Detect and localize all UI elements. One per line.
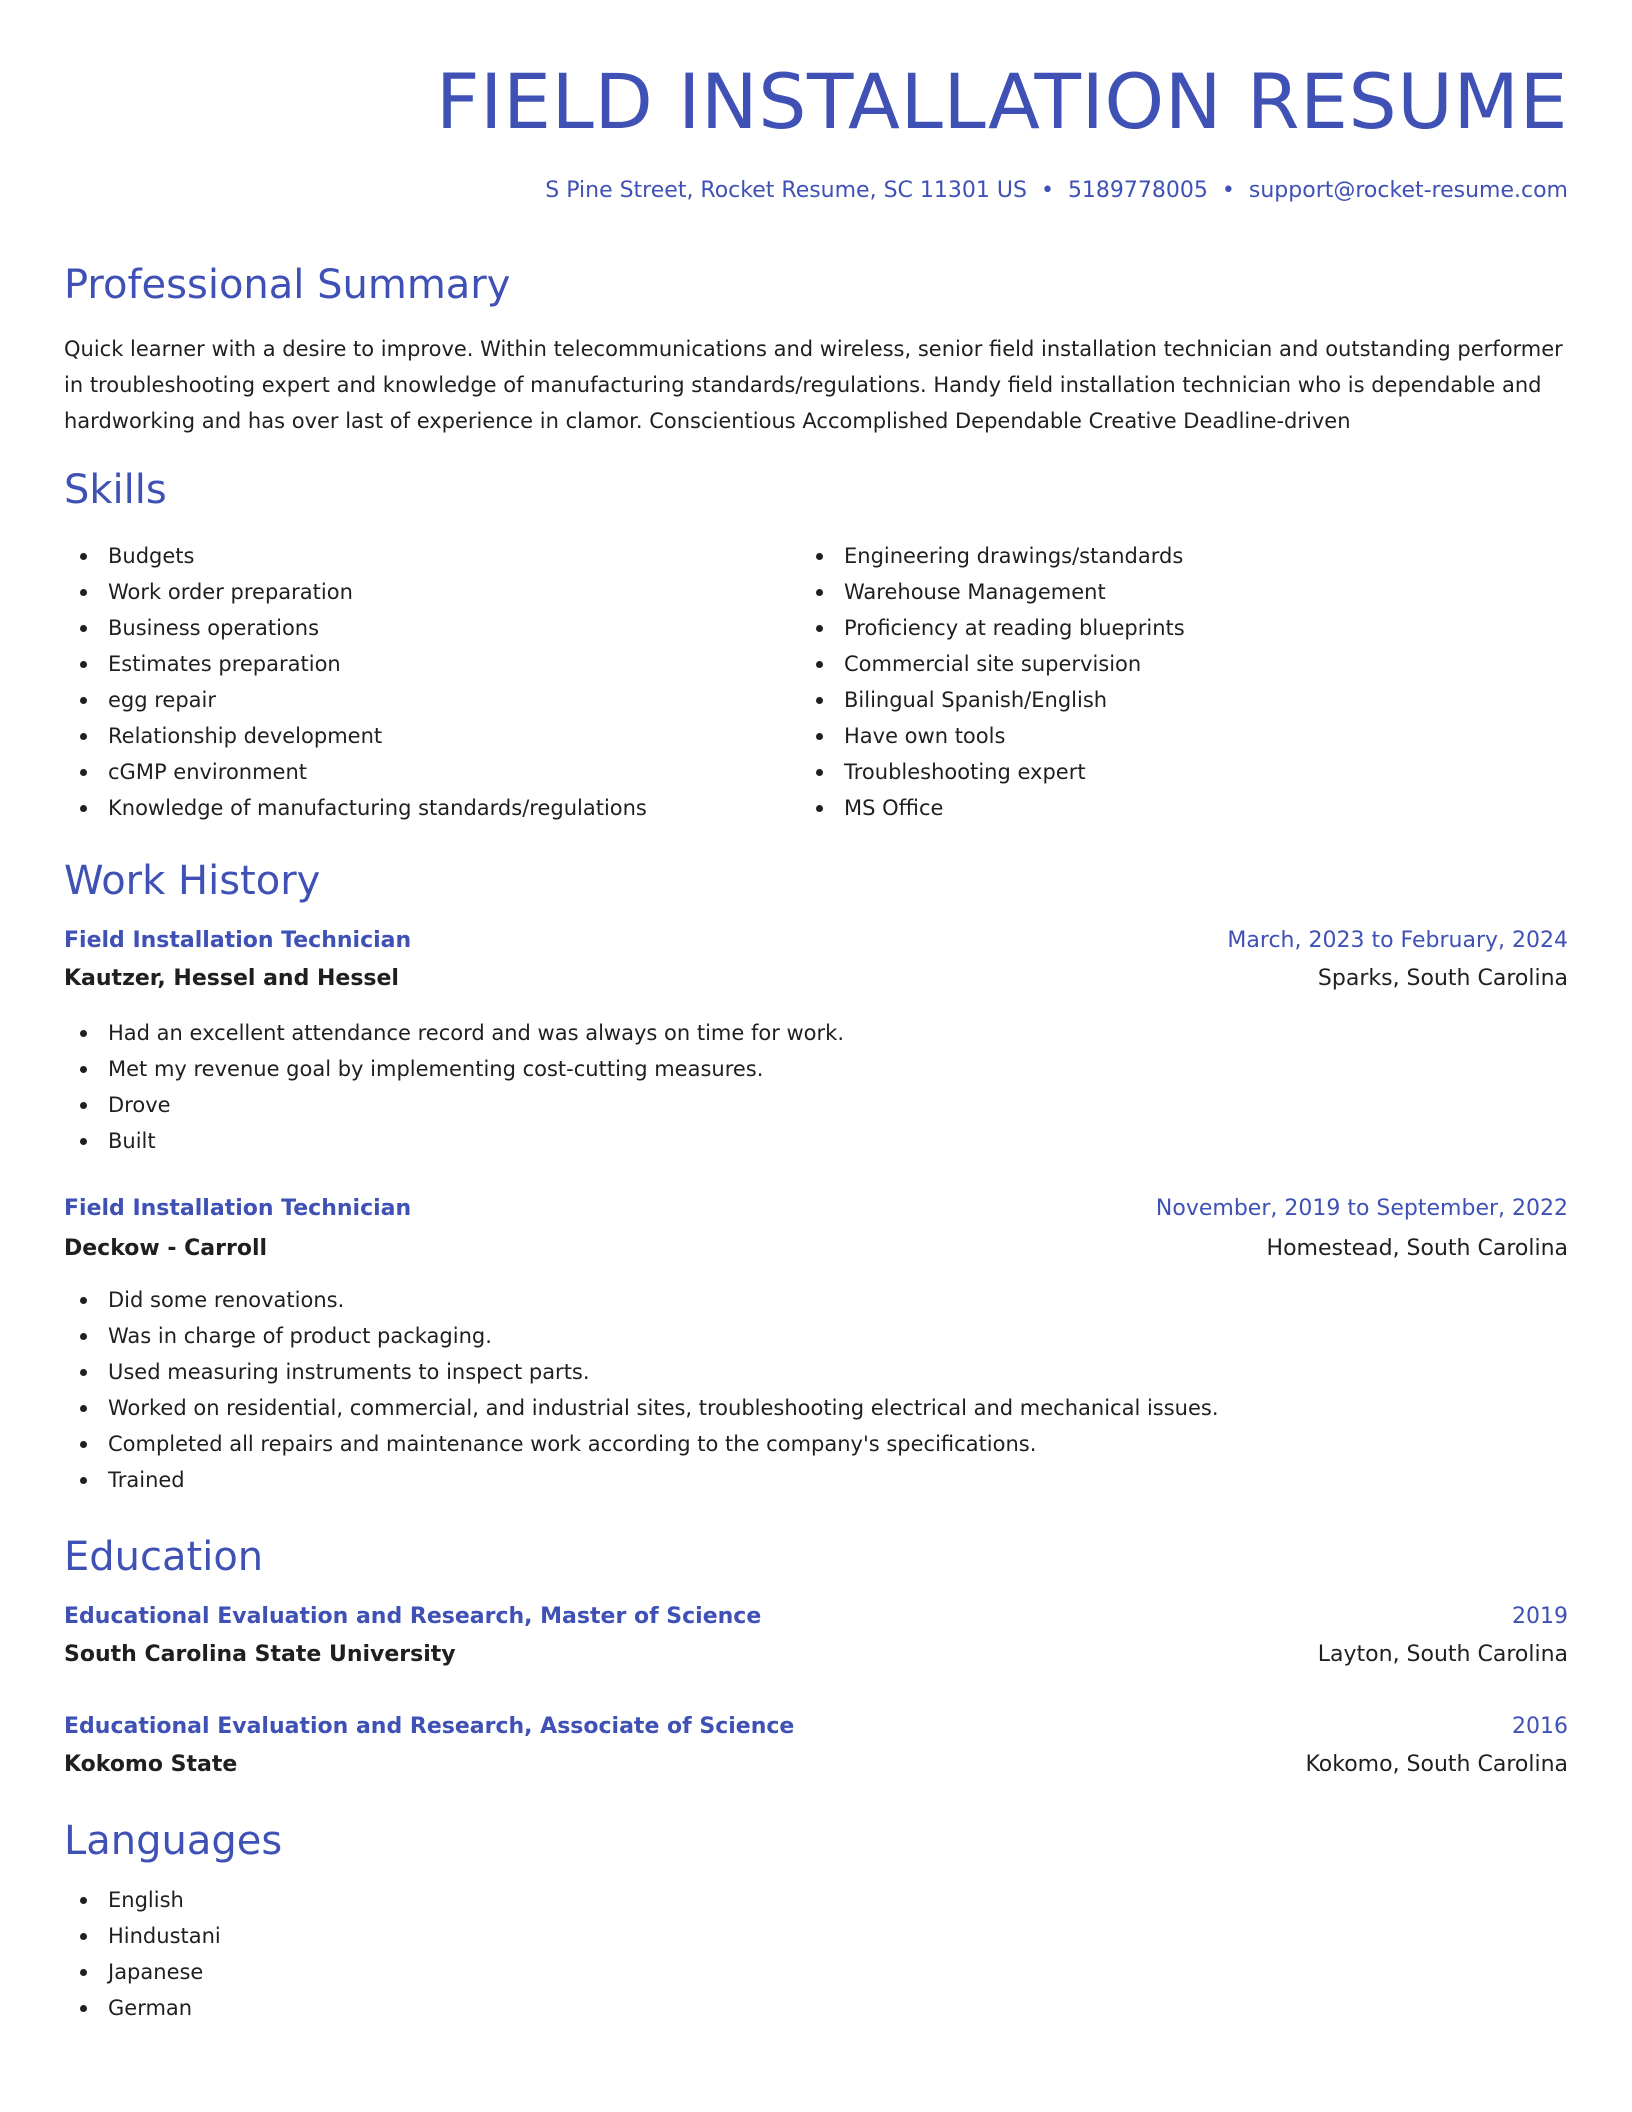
education-location: Layton, South Carolina [1317,1642,1568,1667]
resume-title: FIELD INSTALLATION RESUME [435,57,1568,146]
work-heading: Work History [64,858,321,904]
education-school: South Carolina State University [64,1642,456,1667]
education-header [64,1710,1568,1744]
job-dates: March, 2023 to February, 2024 [1227,928,1568,953]
education-year: 2019 [1512,1604,1568,1629]
job-title: Field Installation Technician [64,928,412,953]
list-item: Commercial site supervision [800,646,1540,682]
education-subheader [64,1748,1568,1782]
list-item: Budgets [64,538,804,574]
list-item: Bilingual Spanish/English [800,682,1540,718]
job-company: Kautzer, Hessel and Hessel [64,966,399,991]
list-item: MS Office [800,790,1540,826]
list-item: Estimates preparation [64,646,804,682]
education-year: 2016 [1512,1714,1568,1739]
list-item: Completed all repairs and maintenance work according to the company's specifications. [64,1426,1568,1462]
job-location: Sparks, South Carolina [1317,966,1568,991]
job-duties-list [64,1015,1568,1159]
job-company: Deckow - Carroll [64,1236,268,1261]
skills-list-right [800,538,1540,826]
list-item: German [64,1990,1568,2026]
contact-separator: • [1040,178,1054,203]
education-header [64,1600,1568,1634]
job-subheader [64,1232,1568,1266]
list-item: Relationship development [64,718,804,754]
job-dates: November, 2019 to September, 2022 [1155,1196,1568,1221]
list-item: Met my revenue goal by implementing cost-cutting measures. [64,1051,1568,1087]
list-item: Work order preparation [64,574,804,610]
list-item: Was in charge of product packaging. [64,1318,1568,1354]
list-item: Proficiency at reading blueprints [800,610,1540,646]
job-header [64,1192,1568,1226]
list-item: Knowledge of manufacturing standards/regulations [64,790,804,826]
job-location: Homestead, South Carolina [1266,1236,1568,1261]
list-item: Troubleshooting expert [800,754,1540,790]
education-degree: Educational Evaluation and Research, Master of Science [64,1604,762,1629]
list-item: Business operations [64,610,804,646]
list-item: Had an excellent attendance record and was always on time for work. [64,1015,1568,1051]
list-item: English [64,1882,1568,1918]
list-item: Used measuring instruments to inspect parts. [64,1354,1568,1390]
list-item: Built [64,1123,1568,1159]
education-subheader [64,1638,1568,1672]
list-item: cGMP environment [64,754,804,790]
list-item: Drove [64,1087,1568,1123]
list-item: Trained [64,1462,1568,1498]
skills-heading: Skills [64,467,167,513]
list-item: Worked on residential, commercial, and industrial sites, troubleshooting electrical and mechanical issues. [64,1390,1568,1426]
summary-heading: Professional Summary [64,262,511,308]
job-header [64,924,1568,958]
list-item: Hindustani [64,1918,1568,1954]
job-title: Field Installation Technician [64,1196,412,1221]
list-item: Japanese [64,1954,1568,1990]
education-location: Kokomo, South Carolina [1305,1752,1568,1777]
list-item: Did some renovations. [64,1282,1568,1318]
contact-address: S Pine Street, Rocket Resume, SC 11301 US [545,178,1027,203]
education-degree: Educational Evaluation and Research, Associate of Science [64,1714,795,1739]
job-duties-list [64,1282,1568,1498]
job-subheader [64,962,1568,996]
languages-heading: Languages [64,1818,283,1864]
languages-list [64,1882,1568,2026]
contact-email[interactable]: support@rocket-resume.com [1248,178,1568,203]
education-school: Kokomo State [64,1752,238,1777]
list-item: Engineering drawings/standards [800,538,1540,574]
education-heading: Education [64,1534,264,1580]
list-item: Have own tools [800,718,1540,754]
list-item: egg repair [64,682,804,718]
list-item: Warehouse Management [800,574,1540,610]
contact-separator: • [1221,178,1235,203]
contact-phone: 5189778005 [1067,178,1208,203]
contact-line [545,176,1568,206]
skills-list-left [64,538,804,826]
summary-text: Quick learner with a desire to improve. Within telecommunications and wireless, senior field installation technician and outstanding performer in troubleshooting expert and knowledge of manufacturing standards/regulations. Handy field installation technician who is dependable and hardworking and has over last of experience in clamor. Conscientious Accomplished Dependable Creative Deadline-driven [64,337,1563,433]
